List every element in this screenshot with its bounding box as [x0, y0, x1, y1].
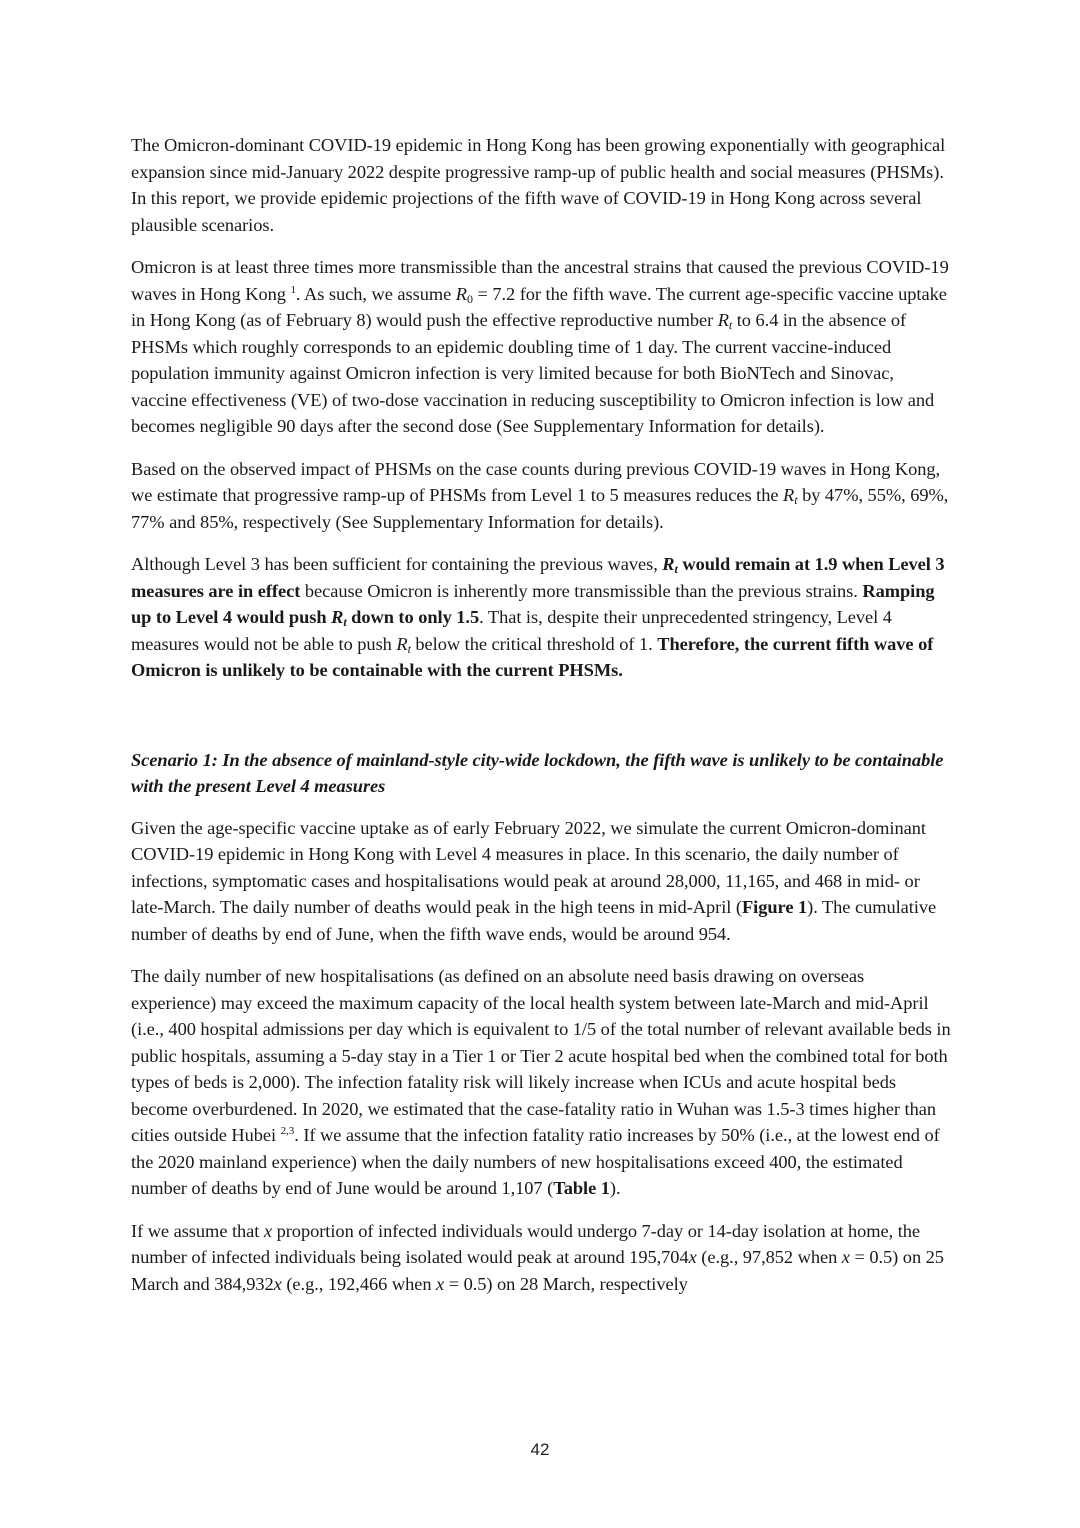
- math-symbol: R: [331, 607, 344, 627]
- paragraph-phsm-impact: [131, 456, 951, 536]
- text-run: (e.g., 192,466 when: [281, 1273, 437, 1294]
- citation-ref: 2,3: [280, 1124, 295, 1137]
- text-run: Based on the observed impact of PHSMs on the case counts during previous COVID-19 waves in Hong Kong, we estimate that progressive ramp-up of PHSMs from Level 1 to 5 measures reduces the: [131, 458, 941, 505]
- paragraph-scenario-projection: [131, 815, 951, 948]
- bold-run: would remain at 1.9 when Level 3 measures are in effect: [131, 554, 945, 601]
- text-run: (e.g., 97,852 when: [696, 1247, 842, 1267]
- text-run: ). The cumulative number of deaths by end of June, when the fifth wave ends, would be around 954.: [131, 897, 937, 944]
- math-symbol: R: [396, 633, 408, 654]
- text-run: The daily number of new hospitalisations (as defined on an absolute need basis drawing on overseas experience) may exceed the maximum capacity of the local health system between late-March and mid-April (i.e., 400 hospital admissions per day which is equivalent to 1/5 of the total number of relevant available beds in public hospitals, assuming a 5-day stay in a Tier 1 or Tier 2 acute hospital bed when the combined total for both types of beds is 2,000). The infection fatality risk will likely increase when ICUs and acute hospital beds become overburdened. In 2020, we estimated that the case-fatality ratio in Wuhan was 1.5-3 times higher than cities outside Hubei: [131, 966, 951, 1145]
- figure-reference: Figure 1: [741, 897, 808, 917]
- math-subscript: t: [674, 562, 678, 576]
- math-symbol: R: [783, 485, 795, 505]
- text-run: . That is, despite their unprecedented stringency, Level 4 measures would not be able to push: [131, 607, 892, 654]
- bold-run: down to only 1.5: [346, 607, 480, 627]
- math-symbol: R: [662, 554, 675, 574]
- bold-run: Ramping up to Level 4 would push: [131, 580, 935, 627]
- text-run: Although Level 3 has been sufficient for containing the previous waves,: [131, 554, 663, 574]
- text-run: If we assume that: [131, 1220, 264, 1241]
- paragraph-level-analysis: [131, 551, 951, 684]
- text-run: = 0.5) on 25 March and 384,932: [131, 1247, 944, 1294]
- math-symbol: x: [436, 1273, 445, 1294]
- math-subscript: t: [407, 641, 411, 656]
- math-subscript: t: [794, 493, 798, 507]
- math-symbol: x: [263, 1220, 273, 1241]
- text-run: Omicron is at least three times more transmissible than the ancestral strains that caused the previous COVID-19 waves in Hong Kong: [131, 257, 949, 304]
- text-run: below the critical threshold of 1.: [410, 633, 658, 654]
- text-run: . As such, we assume: [295, 283, 456, 304]
- text-run: = 0.5) on 28 March, respectively: [444, 1273, 688, 1294]
- math-subscript: t: [728, 318, 733, 332]
- bold-run: Therefore, the current fifth wave of Omicron is unlikely to be containable with the current PHSMs.: [131, 633, 934, 680]
- math-symbol: x: [273, 1273, 282, 1294]
- paragraph-intro: [131, 132, 951, 238]
- math-symbol: R: [717, 310, 729, 330]
- math-symbol: x: [841, 1247, 850, 1267]
- text-run: by 47%, 55%, 69%, 77% and 85%, respectively (See Supplementary Information for details).: [131, 485, 949, 532]
- text-run: to 6.4 in the absence of PHSMs which roughly corresponds to an epidemic doubling time of 1 day. The current vaccine-induced population immunity against Omicron infection is very limited because for both BioNTech and Sinovac, vaccine effectiveness (VE) of two-dose vaccination in reducing susceptibility to Omicron infection is low and becomes negligible 90 days after the second dose (See Supplementary Information for details).: [131, 310, 935, 436]
- text-run: Given the age-specific vaccine uptake as of early February 2022, we simulate the current Omicron-dominant COVID-19 epidemic in Hong Kong with Level 4 measures in place. In this scenario, the daily number of infections, symptomatic cases and hospitalisations would peak at around 28,000, 11,165, and 468 in mid- or late-March. The daily number of deaths would peak in the high teens in mid-April (: [131, 817, 926, 917]
- table-reference: Table 1: [553, 1178, 610, 1198]
- text-run: The Omicron-dominant COVID-19 epidemic in Hong Kong has been growing exponentially with geographical expansion since mid-January 2022 despite progressive ramp-up of public health and social measures (PHSMs). In this report, we provide epidemic projections of the fifth wave of COVID-19 in Hong Kong across several plausible scenarios.: [131, 135, 946, 235]
- math-symbol: x: [688, 1247, 697, 1267]
- text-run: proportion of infected individuals would undergo 7-day or 14-day isolation at home, the number of infected individuals being isolated would peak at around 195,704: [131, 1220, 921, 1267]
- math-subscript: 0: [466, 291, 473, 306]
- page-number: 42: [530, 1440, 550, 1459]
- math-subscript: t: [343, 615, 347, 629]
- text-run: because Omicron is inherently more transmissible than the previous strains.: [300, 580, 863, 601]
- paragraph-hospital-capacity: [131, 963, 951, 1202]
- text-run: = 7.2 for the fifth wave. The current age-specific vaccine uptake in Hong Kong (as of February 8) would push the effective reproductive number: [131, 283, 947, 330]
- paragraph-transmissibility: [131, 254, 951, 440]
- citation-ref: 1: [290, 283, 296, 296]
- paragraph-isolation: [131, 1218, 951, 1298]
- text-run: ).: [609, 1178, 621, 1198]
- math-symbol: R: [455, 283, 467, 304]
- document-body: [131, 132, 951, 1313]
- text-run: . If we assume that the infection fatality ratio increases by 50% (i.e., at the lowest end of the 2020 mainland experience) when the daily numbers of new hospitalisations exceed 400, the estimated number of deaths by end of June would be around 1,107 (: [131, 1125, 940, 1198]
- section-heading: Scenario 1: In the absence of mainland-style city-wide lockdown, the fifth wave is unlikely to be containable with the present Level 4 measures: [131, 749, 944, 796]
